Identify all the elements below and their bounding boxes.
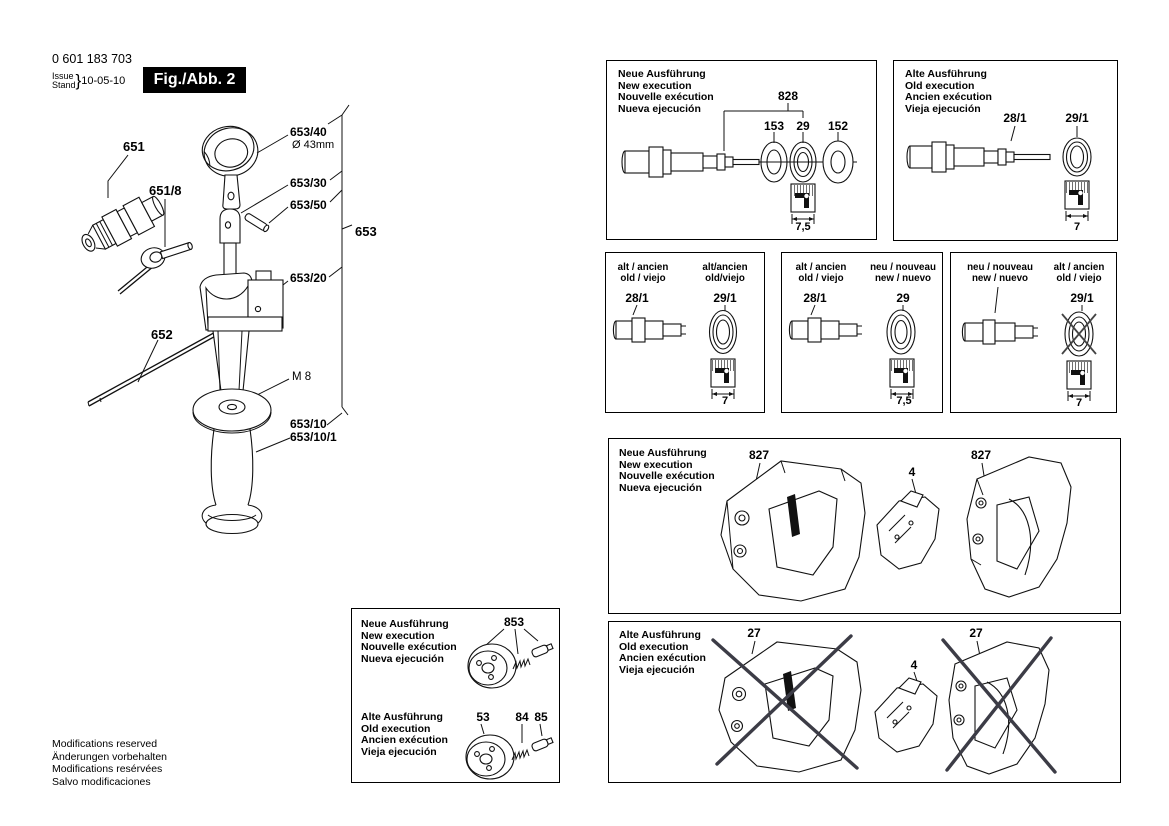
footer-notice bbox=[52, 738, 167, 788]
housing-old-drawing bbox=[609, 622, 1122, 784]
seal-cross-section-icon bbox=[711, 359, 735, 399]
label-828: 828 bbox=[777, 89, 799, 103]
clamp-bolt-drawing bbox=[220, 209, 240, 243]
assembly-bracket bbox=[342, 105, 352, 415]
neu-line1: neu / nouveau bbox=[870, 262, 936, 273]
pin-new-drawing bbox=[531, 642, 553, 657]
footer-line-2: Änderungen vorbehalten bbox=[52, 750, 168, 763]
spindle-stub-drawing bbox=[789, 318, 862, 342]
issue-label: Issue bbox=[52, 70, 74, 81]
label-ring: 653/40 bbox=[290, 125, 327, 139]
lang-new-es: Nueva ejecución bbox=[361, 652, 444, 665]
pin-drawing bbox=[244, 213, 270, 233]
label-handle: 653/10 bbox=[290, 417, 327, 431]
alt-line2: old / viejo bbox=[620, 272, 666, 284]
lang-new-fr: Nouvelle exécution bbox=[361, 641, 457, 654]
alt-line1: alt / ancien bbox=[795, 262, 847, 273]
label-153: 153 bbox=[763, 119, 785, 133]
label-28-1: 28/1 bbox=[803, 291, 827, 305]
box-housing-new bbox=[608, 438, 1121, 614]
label-29: 29 bbox=[796, 119, 810, 133]
lang-new-de: Neue Ausführung bbox=[361, 618, 449, 630]
issue-date: 10-05-10 bbox=[81, 75, 126, 87]
box-combo-old-old bbox=[605, 252, 765, 413]
label-27-left: 27 bbox=[747, 626, 761, 640]
alt-line2: old / viejo bbox=[798, 272, 844, 284]
lang-old-en: Old execution bbox=[619, 640, 689, 653]
issue-stand-block bbox=[52, 71, 125, 91]
combo-drawing bbox=[606, 253, 766, 414]
label-seal-width-75: 7,5 bbox=[795, 221, 811, 233]
lang-old-de: Alte Ausführung bbox=[619, 629, 701, 641]
box-new-spindle bbox=[606, 60, 877, 240]
seal-drawing bbox=[887, 310, 915, 354]
spring-old-drawing bbox=[512, 750, 529, 760]
alt-line1: alt / ancien bbox=[617, 262, 669, 273]
lang-old-es: Vieja ejecución bbox=[905, 102, 981, 115]
label-4: 4 bbox=[910, 658, 918, 672]
label-84: 84 bbox=[515, 710, 529, 724]
footer-line-3: Modifications resérvées bbox=[52, 763, 163, 775]
combo-drawing bbox=[782, 253, 944, 414]
grip-drawing bbox=[202, 429, 262, 534]
label-chuck: 651 bbox=[123, 139, 145, 154]
chuck-key-drawing bbox=[118, 236, 195, 294]
label-clamp: 653/20 bbox=[290, 271, 327, 285]
spindle-stub-drawing bbox=[613, 318, 686, 342]
strap-drawing bbox=[223, 175, 240, 209]
housing-left-drawing bbox=[721, 461, 865, 601]
lang-new-en: New execution bbox=[361, 629, 435, 642]
new-spindle-drawing bbox=[607, 61, 878, 241]
seal-cross-section-icon bbox=[1065, 181, 1089, 221]
lang-new-en: New execution bbox=[619, 458, 693, 471]
label-827-left: 827 bbox=[748, 448, 770, 462]
label-seal-width: 7,5 bbox=[896, 395, 912, 407]
seal-cross-section-icon bbox=[791, 184, 815, 224]
alt-line1: alt / ancien bbox=[1053, 262, 1105, 273]
gear-new-drawing bbox=[468, 644, 516, 688]
ring-drawing bbox=[198, 120, 263, 182]
neu-line2: new / nuevo bbox=[874, 272, 932, 284]
label-853: 853 bbox=[503, 615, 525, 629]
alt-tight-line2: old/viejo bbox=[705, 272, 745, 284]
seal-drawing bbox=[710, 311, 737, 354]
lang-old-es: Vieja ejecución bbox=[619, 663, 695, 676]
neu-line2: new / nuevo bbox=[971, 272, 1029, 284]
label-28-1: 28/1 bbox=[1003, 111, 1027, 125]
label-53: 53 bbox=[476, 710, 490, 724]
box-gear bbox=[351, 608, 560, 783]
label-seal-width-7: 7 bbox=[1073, 221, 1081, 233]
lang-old-fr: Ancien exécution bbox=[905, 91, 992, 104]
label-assembly: 653 bbox=[355, 224, 377, 239]
lang-new-fr: Nouvelle exécution bbox=[619, 470, 715, 483]
lang-old-fr: Ancien exécution bbox=[619, 652, 706, 665]
label-827-right: 827 bbox=[970, 448, 992, 462]
lang-new-es: Nueva ejecución bbox=[619, 481, 702, 494]
pin-old-drawing bbox=[531, 736, 553, 751]
label-chuck-key: 651/8 bbox=[149, 183, 182, 198]
label-depth-rod: 652 bbox=[151, 327, 173, 342]
switch-drawing bbox=[877, 491, 939, 569]
box-housing-old bbox=[608, 621, 1121, 783]
alt-line2: old / viejo bbox=[1056, 272, 1102, 284]
box-combo-new-old bbox=[950, 252, 1117, 413]
part-number: 0 601 183 703 bbox=[52, 52, 132, 66]
old-spindle-drawing bbox=[894, 61, 1119, 242]
lang-new-de: Neue Ausführung bbox=[618, 68, 706, 80]
lang-old-es: Vieja ejecución bbox=[361, 745, 437, 758]
label-thread-size: M 8 bbox=[292, 371, 312, 383]
seal-29-1-drawing bbox=[1063, 138, 1091, 176]
lang-new-en: New execution bbox=[618, 79, 692, 92]
lang-old-en: Old execution bbox=[905, 79, 975, 92]
housing-right-drawing bbox=[967, 457, 1071, 597]
figure-label: Fig./Abb. 2 bbox=[143, 67, 246, 93]
housing-new-drawing bbox=[609, 439, 1122, 615]
label-seal-width: 7 bbox=[721, 395, 729, 407]
spindle-shaft-drawing bbox=[622, 147, 759, 177]
label-85: 85 bbox=[534, 710, 548, 724]
main-diagram-drawing bbox=[40, 95, 380, 575]
alt-tight-line1: alt/ancien bbox=[702, 262, 748, 273]
lang-new-fr: Nouvelle exécution bbox=[618, 91, 714, 104]
clamp-drawing bbox=[200, 271, 283, 391]
combo-drawing bbox=[951, 253, 1118, 414]
spindle-stub-drawing bbox=[962, 320, 1038, 344]
neu-line1: neu / nouveau bbox=[967, 262, 1033, 273]
label-29-1: 29/1 bbox=[1065, 111, 1089, 125]
gear-drawing bbox=[352, 609, 561, 784]
washer-drawing bbox=[193, 389, 271, 433]
seal-cross-section-icon bbox=[890, 359, 914, 399]
label-29: 29 bbox=[896, 291, 910, 305]
seal-cross-section-icon bbox=[1067, 361, 1091, 401]
ring-152-drawing bbox=[823, 141, 853, 183]
spindle-shaft-drawing bbox=[907, 142, 1050, 172]
label-28-1: 28/1 bbox=[625, 291, 649, 305]
lang-new-de: Neue Ausführung bbox=[619, 447, 707, 459]
label-seal-width: 7 bbox=[1075, 397, 1083, 409]
lang-old-de: Alte Ausführung bbox=[361, 711, 443, 723]
label-4: 4 bbox=[908, 465, 916, 479]
seal-crossed-drawing bbox=[1062, 312, 1096, 356]
box-combo-old-new bbox=[781, 252, 943, 413]
footer-line-1: Modifications reserved bbox=[52, 738, 158, 750]
lang-old-en: Old execution bbox=[361, 722, 431, 735]
box-old-spindle bbox=[893, 60, 1118, 241]
stand-label: Stand bbox=[52, 80, 76, 90]
lang-old-de: Alte Ausführung bbox=[905, 68, 987, 80]
lang-new-es: Nueva ejecución bbox=[618, 102, 701, 115]
label-handle-alt: 653/10/1 bbox=[290, 430, 337, 444]
label-29-1: 29/1 bbox=[713, 291, 737, 305]
label-pin: 653/50 bbox=[290, 198, 327, 212]
lang-old-fr: Ancien exécution bbox=[361, 734, 448, 747]
gear-old-drawing bbox=[466, 735, 514, 779]
label-152: 152 bbox=[827, 119, 849, 133]
label-27-right: 27 bbox=[969, 626, 983, 640]
label-ring-diameter: Ø 43mm bbox=[292, 139, 335, 151]
brace-glyph: } bbox=[75, 71, 82, 90]
label-clamp-bolt: 653/30 bbox=[290, 176, 327, 190]
switch-drawing bbox=[875, 678, 937, 752]
label-29-1: 29/1 bbox=[1070, 291, 1094, 305]
footer-line-4: Salvo modificaciones bbox=[52, 775, 151, 788]
